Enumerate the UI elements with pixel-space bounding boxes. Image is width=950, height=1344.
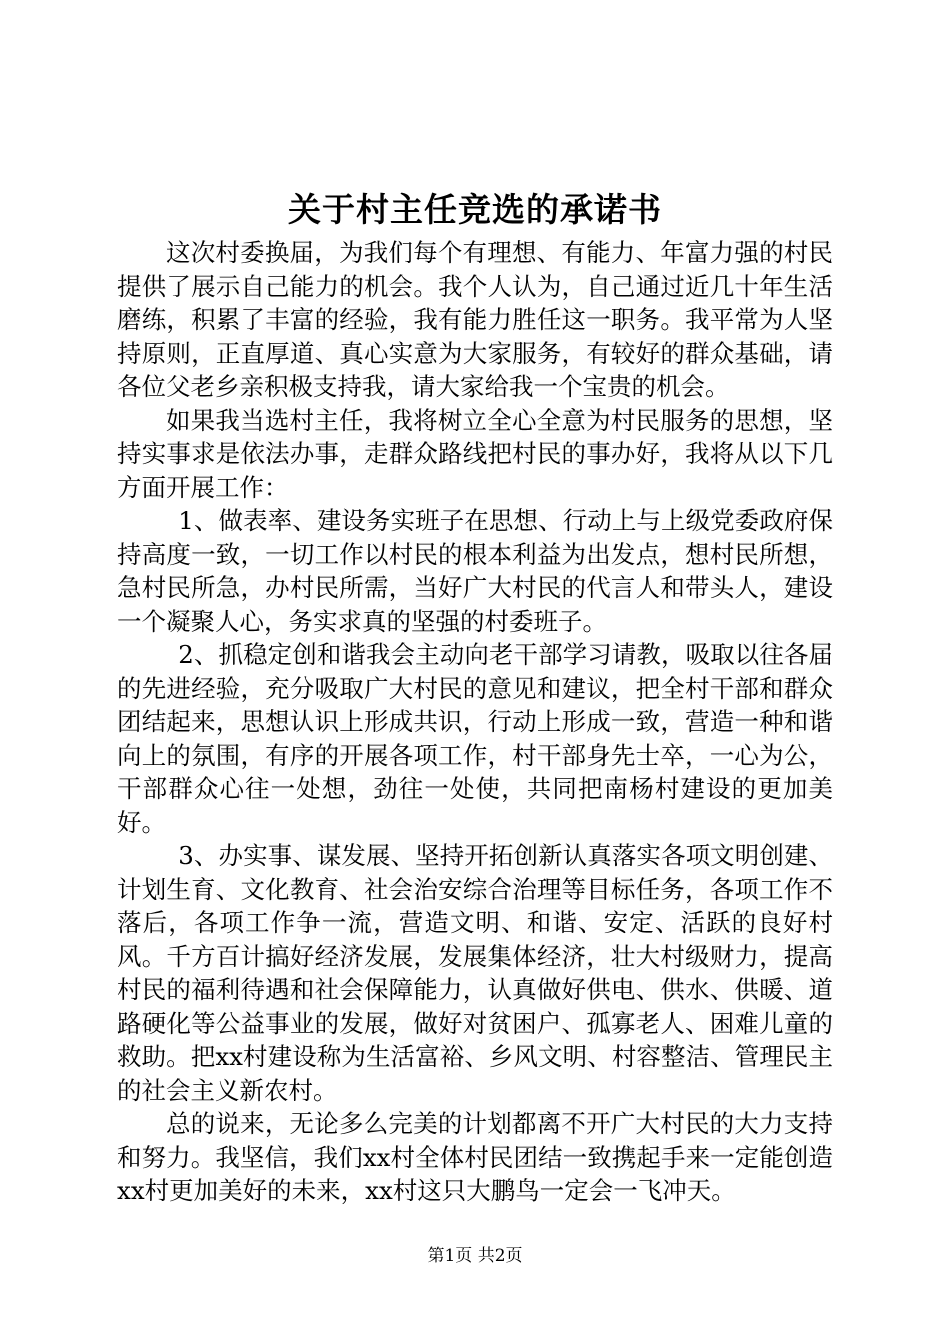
paragraph-item-2: 2、抓稳定创和谐我会主动向老干部学习请教，吸取以往各届的先进经验，充分吸取广大村民的意见和建议，把全村干部和群众团结起来，思想认识上形成共识，行动上形成一致，营造一种和谐向上的氛围，有序的开展各项工作，村干部身先士卒，一心为公，干部群众心往一处想，劲往一处使，共同把南杨村建设的更加美好。 [117,640,833,837]
paragraph-conclusion: 总的说来，无论多么完美的计划都离不开广大村民的大力支持和努力。我坚信，我们xx村全体村民团结一致携起手来一定能创造xx村更加美好的未来，xx村这只大鹏鸟一定会一飞冲天。 [117,1109,833,1205]
page-number: 第1页 共2页 [427,1246,523,1266]
paragraph-item-3: 3、办实事、谋发展、坚持开拓创新认真落实各项文明创建、计划生育、文化教育、社会治安综合治理等目标任务，各项工作不落后，各项工作争一流，营造文明、和谐、安定、活跃的良好村风。千方百计搞好经济发展，发展集体经济，壮大村级财力，提高村民的福利待遇和社会保障能力，认真做好供电、供水、供暖、道路硬化等公益事业的发展，做好对贫困户、孤寡老人、困难儿童的救助。把xx村建设称为生活富裕、乡风文明、村容整洁、管理民主的社会主义新农村。 [117,841,833,1105]
paragraph-item-1: 1、做表率、建设务实班子在思想、行动上与上级党委政府保持高度一致，一切工作以村民的根本利益为出发点，想村民所想，急村民所急，办村民所需，当好广大村民的代言人和带头人，建设一个凝聚人心，务实求真的坚强的村委班子。 [117,506,833,636]
paragraph-plan: 如果我当选村主任，我将树立全心全意为村民服务的思想，坚持实事求是依法办事，走群众路线把村民的事办好，我将从以下几方面开展工作： [117,405,833,502]
document-title: 关于村主任竞选的承诺书 [288,190,662,229]
document-body [117,236,833,1208]
paragraph-intro: 这次村委换届，为我们每个有理想、有能力、年富力强的村民提供了展示自己能力的机会。我个人认为，自己通过近几十年生活磨练，积累了丰富的经验，我有能力胜任这一职务。我平常为人坚持原则，正直厚道、真心实意为大家服务，有较好的群众基础，请各位父老乡亲积极支持我，请大家给我一个宝贵的机会。 [117,238,833,401]
